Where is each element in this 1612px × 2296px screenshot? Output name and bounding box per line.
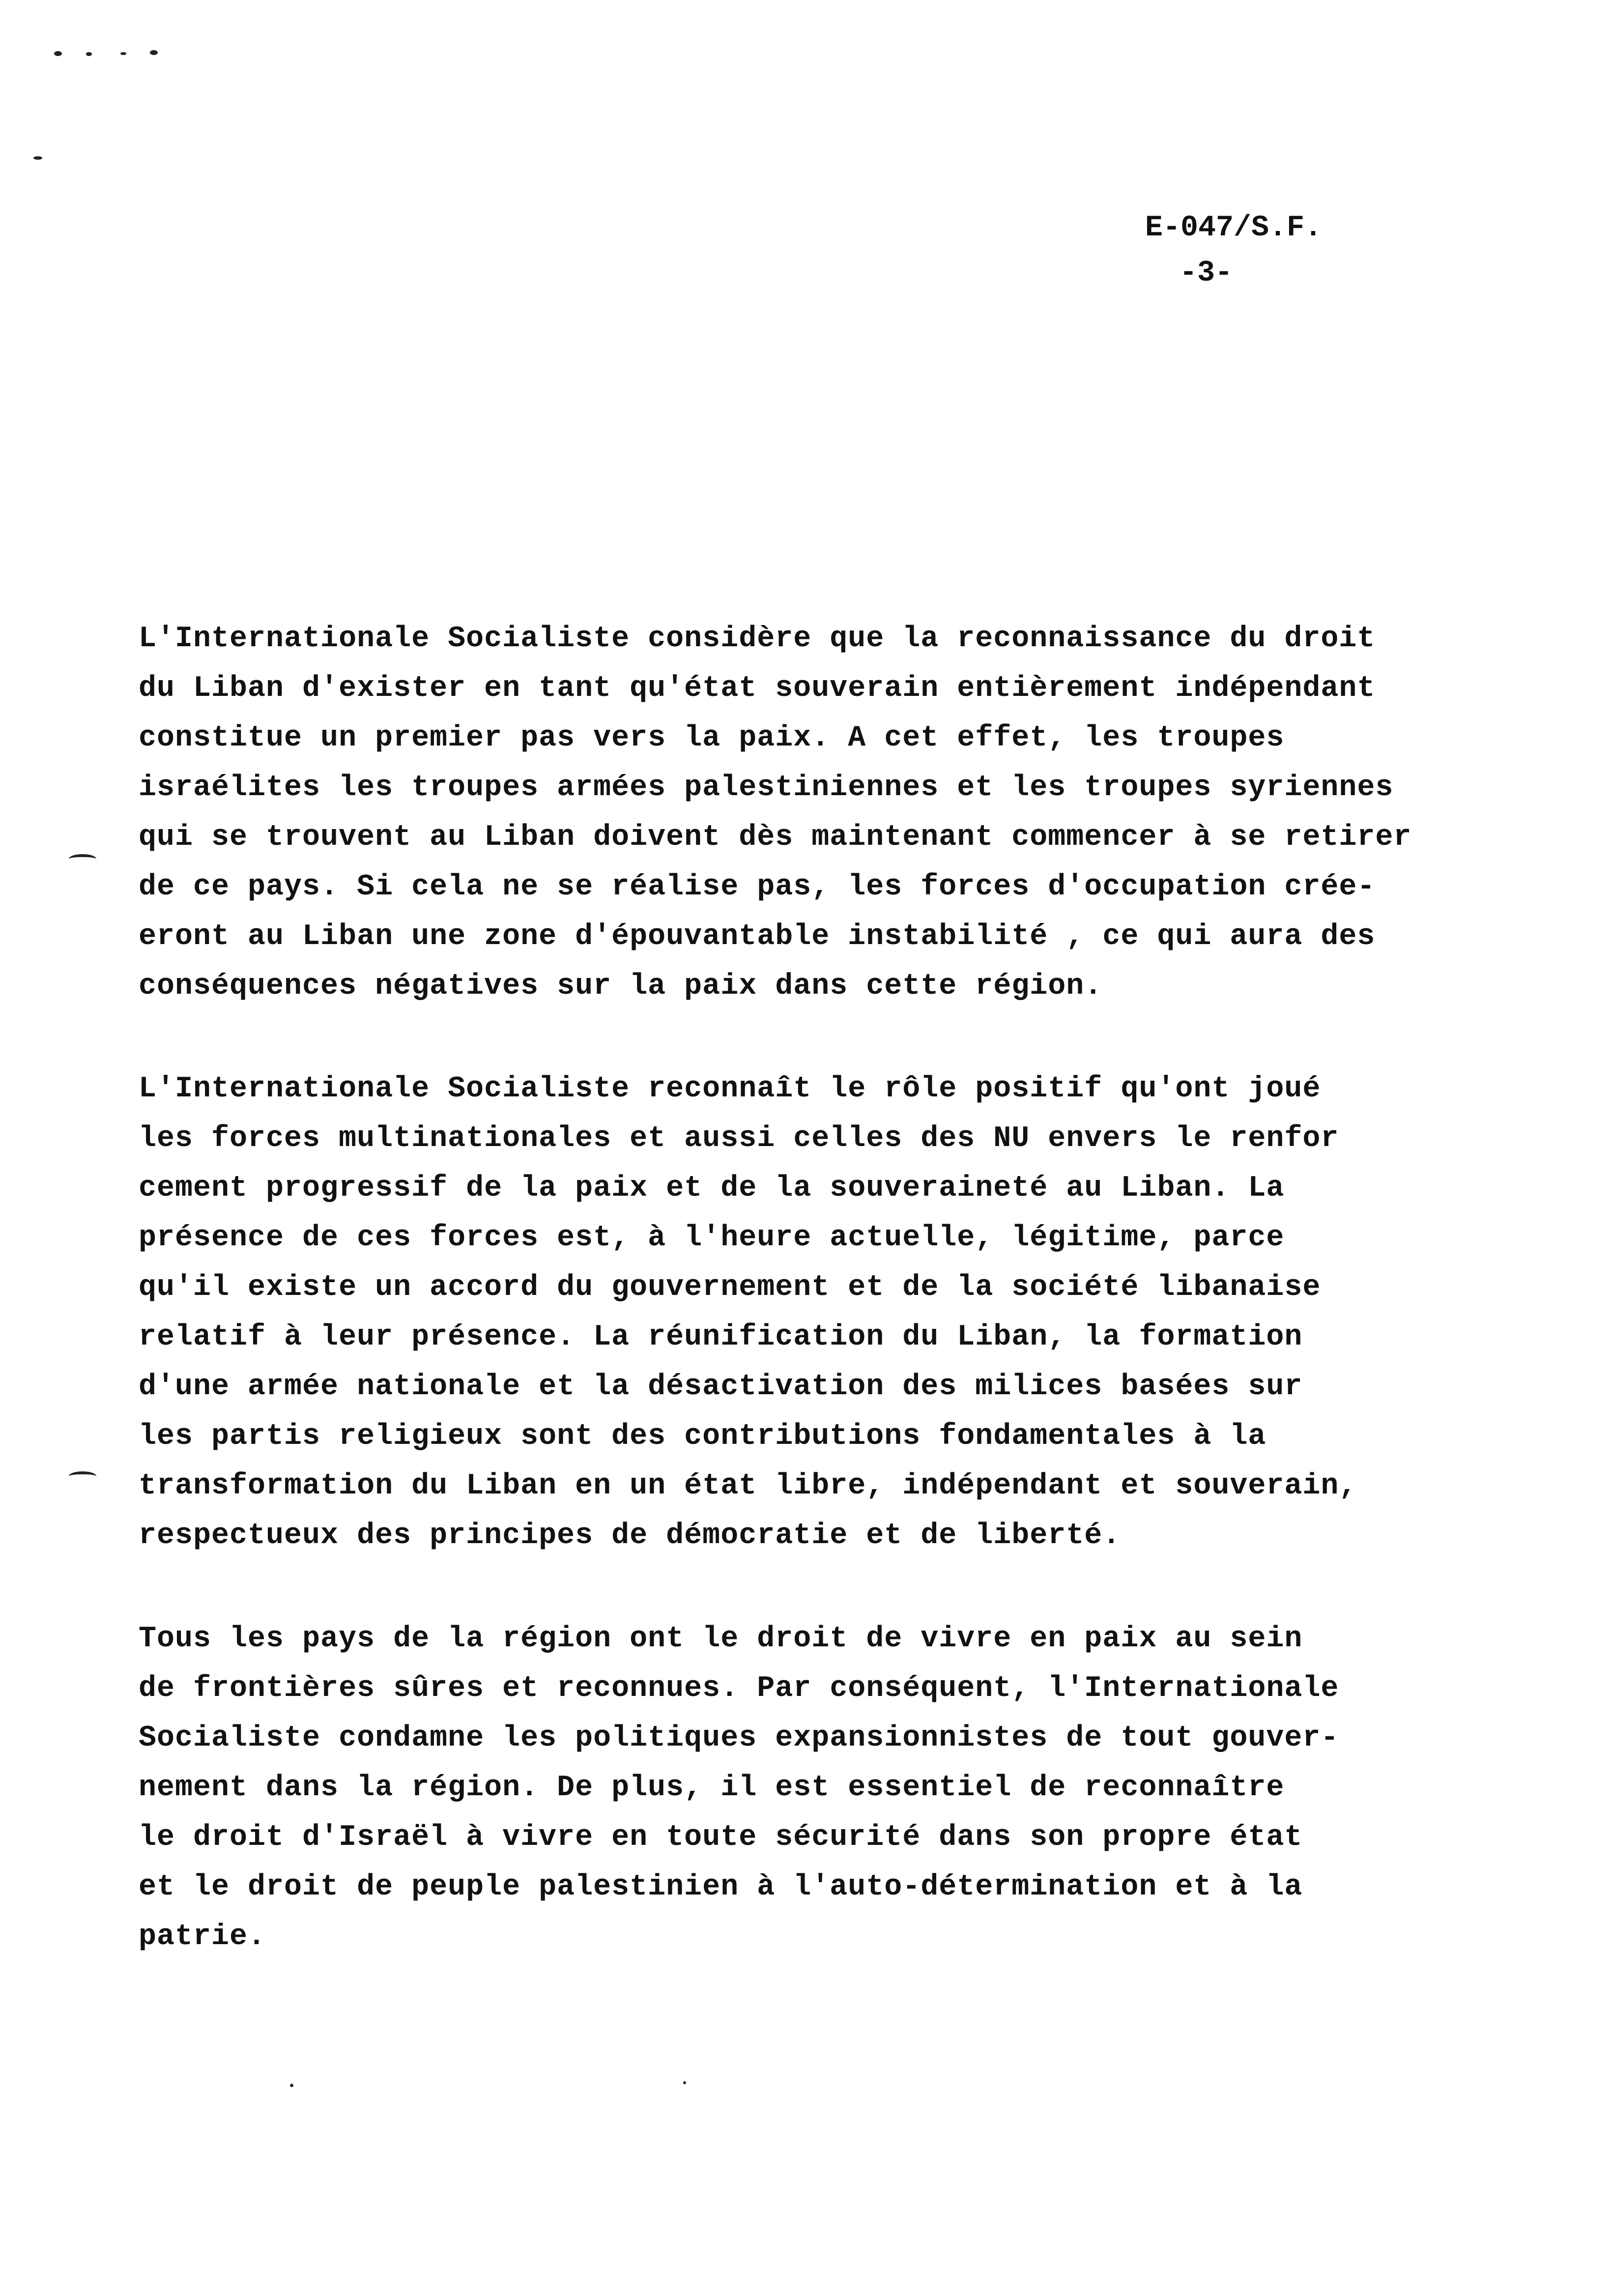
text-line: L'Internationale Socialiste considère que la reconnaissance du droit: [139, 622, 1376, 656]
text-line: constitue un premier pas vers la paix. A cet effet, les troupes: [139, 721, 1285, 755]
document-header: [1145, 205, 1322, 296]
text-line: du Liban d'exister en tant qu'état souverain entièrement indépendant: [139, 672, 1376, 705]
text-line: eront au Liban une zone d'épouvantable instabilité , ce qui aura des: [139, 920, 1376, 953]
paragraph-2: [139, 1064, 1515, 1561]
text-line: Socialiste condamne les politiques expansionnistes de tout gouver-: [139, 1722, 1339, 1755]
margin-mark: [69, 1471, 96, 1481]
text-line: les partis religieux sont des contributions fondamentales à la: [139, 1420, 1267, 1453]
text-line: respectueux des principes de démocratie et de liberté.: [139, 1519, 1121, 1552]
document-reference: E-047/S.F.: [1145, 211, 1323, 245]
scan-speck: [54, 51, 62, 56]
paragraph-1: [139, 614, 1515, 1011]
scan-speck: [683, 2081, 686, 2084]
scan-speck: [290, 2084, 293, 2087]
scan-speck: [150, 50, 158, 55]
scan-speck: [33, 156, 42, 160]
text-line: de ce pays. Si cela ne se réalise pas, les forces d'occupation crée-: [139, 870, 1376, 904]
text-line: cement progressif de la paix et de la souveraineté au Liban. La: [139, 1172, 1285, 1205]
text-line: les forces multinationales et aussi celles des NU envers le renfor: [139, 1122, 1339, 1155]
text-line: L'Internationale Socialiste reconnaît le rôle positif qu'ont joué: [139, 1072, 1321, 1106]
margin-mark: [69, 854, 96, 864]
text-line: conséquences négatives sur la paix dans cette région.: [139, 970, 1103, 1003]
text-line: israélites les troupes armées palestiniennes et les troupes syriennes: [139, 771, 1394, 804]
text-line: transformation du Liban en un état libre, indépendant et souverain,: [139, 1469, 1357, 1503]
text-line: qui se trouvent au Liban doivent dès maintenant commencer à se retirer: [139, 821, 1412, 854]
text-line: nement dans la région. De plus, il est essentiel de reconnaître: [139, 1771, 1285, 1805]
text-line: présence de ces forces est, à l'heure actuelle, légitime, parce: [139, 1221, 1285, 1255]
scan-speck: [86, 52, 92, 56]
text-line: patrie.: [139, 1920, 266, 1953]
paragraph-3: [139, 1614, 1515, 1962]
text-line: et le droit de peuple palestinien à l'auto-détermination et à la: [139, 1870, 1303, 1904]
text-line: qu'il existe un accord du gouvernement et de la société libanaise: [139, 1271, 1321, 1304]
text-line: d'une armée nationale et la désactivation des milices basées sur: [139, 1370, 1303, 1404]
page-number: -3-: [1180, 257, 1233, 290]
text-line: relatif à leur présence. La réunification du Liban, la formation: [139, 1320, 1303, 1354]
text-line: de frontières sûres et reconnues. Par conséquent, l'Internationale: [139, 1672, 1339, 1705]
text-line: le droit d'Israël à vivre en toute sécurité dans son propre état: [139, 1821, 1303, 1854]
scan-speck: [120, 52, 126, 55]
text-line: Tous les pays de la région ont le droit de vivre en paix au sein: [139, 1622, 1303, 1656]
